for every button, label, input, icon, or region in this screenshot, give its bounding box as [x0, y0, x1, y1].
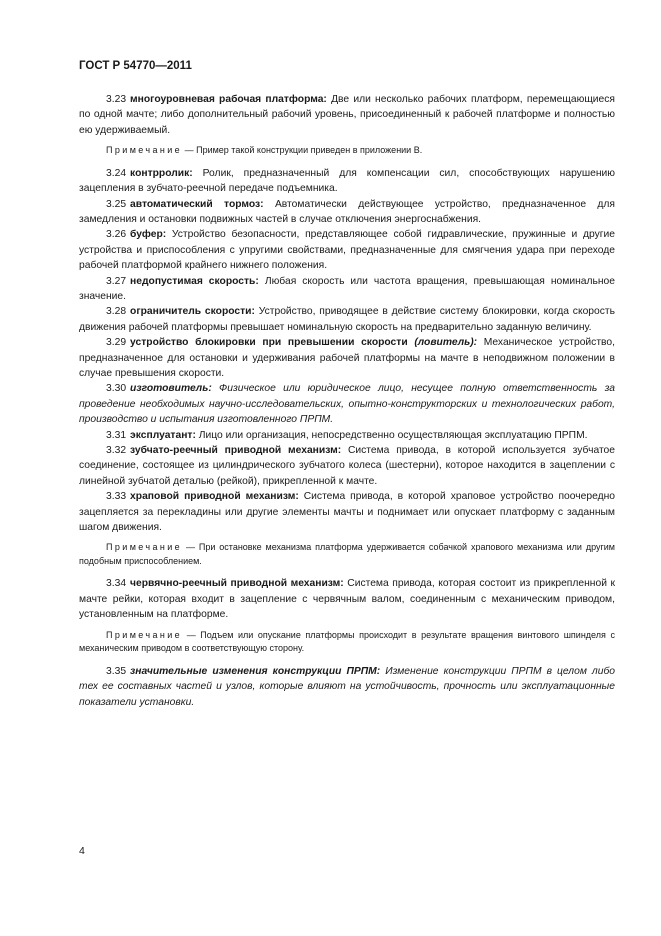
document-header: ГОСТ Р 54770—2011	[79, 60, 192, 72]
term-text: Устройство, приводящее в действие систему блокировки, когда скорость движения рабочей платформы превышает номинальную скорость на предварительно заданную величину.	[79, 306, 615, 333]
term-name: изготовитель:	[130, 383, 212, 395]
page-number: 4	[79, 845, 85, 857]
term-number: 3.25	[106, 198, 127, 210]
note-label: Примечание	[106, 145, 183, 156]
term-text: Механическое устройство, предназначенное для остановки и удерживания рабочей платформы на мачте в неподвижном положении в случае превышения скорости.	[79, 337, 615, 379]
term-number: 3.23	[106, 94, 127, 105]
term-name: автоматический тормоз:	[130, 198, 264, 210]
term-number: 3.34	[106, 578, 127, 590]
term-number: 3.29	[106, 337, 127, 349]
term-definition	[79, 664, 615, 710]
term-number: 3.35	[106, 665, 127, 677]
term-number: 3.32	[106, 445, 127, 457]
note	[79, 541, 615, 568]
term-name: значительные изменения конструкции ПРПМ:	[130, 665, 381, 677]
term-text: Ролик, предназначенный для компенсации сил, способствующих нарушению зацепления в зубчато-реечной передаче подъемника.	[79, 167, 615, 195]
term-text: Система привода, в которой используется зубчатое соединение, состоящее из цилиндрического зубчатого колеса (шестерни), которое находится в зацеплении с линейной зубчатой деталью (рейкой), прикрепленной к мачте.	[79, 445, 615, 487]
term-name: эксплуатант:	[130, 429, 196, 441]
term-text: Система привода, которая состоит из прикрепленной к мачте рейки, которая входит в зацепление с червячным валом, соединенным с механическим приводом, установленным на платформе.	[79, 578, 615, 621]
term-name-extra: (ловитель):	[414, 337, 478, 349]
term-definition	[79, 274, 615, 305]
term-text: Автоматически действующее устройство, предназначенное для замедления и остановки подвижных частей в случае отключения энергоснабжения.	[79, 198, 615, 225]
term-name: недопустимая скорость:	[130, 275, 259, 287]
note	[79, 629, 615, 656]
term-name: буфер:	[130, 229, 167, 241]
term-name: устройство блокировки при превышении скорости	[130, 337, 408, 349]
term-name: контрролик:	[130, 167, 193, 179]
term-definition	[79, 166, 615, 197]
note-label: Примечание	[106, 629, 183, 640]
term-definition	[79, 227, 615, 273]
term-text: Лицо или организация, непосредственно осуществляющая эксплуатацию ПРПМ.	[198, 429, 588, 441]
term-definition	[79, 197, 615, 228]
term-text: Любая скорость или частота вращения, превышающая номинальное значение.	[79, 275, 615, 302]
note-label: Примечание	[106, 542, 183, 553]
term-text: Система привода, в которой храповое устройство поочередно зацепляется за перекладины или другие элементы мачты и поднимает или опускает платформу с заданным шагом движения.	[79, 491, 615, 534]
document-body	[79, 92, 615, 710]
term-number: 3.30	[106, 383, 127, 395]
term-definition	[79, 576, 615, 622]
term-text: Физическое или юридическое лицо, несущее полную ответственность за проведение необходимых научно-исследовательских, опытно-конструкторских и технологических работ, производство и испытания изготовленного ПРПМ.	[79, 383, 615, 426]
term-number: 3.26	[106, 229, 127, 241]
term-text: Две или несколько рабочих платформ, перемещающиеся по одной мачте; либо дополнительный рабочий уровень, присоединенный к рабочей платформе и полностью ею удерживаемый.	[79, 94, 615, 136]
term-definition	[79, 443, 615, 489]
term-definition	[79, 92, 615, 138]
term-number: 3.31	[106, 429, 127, 441]
term-name: многоуровневая рабочая платформа:	[130, 94, 327, 105]
term-definition	[79, 335, 615, 381]
term-name: ограничитель скорости:	[130, 306, 255, 318]
term-name: зубчато-реечный приводной механизм:	[130, 445, 342, 457]
term-number: 3.24	[106, 167, 127, 179]
term-number: 3.28	[106, 306, 127, 318]
term-name: червячно-реечный приводной механизм:	[130, 578, 344, 590]
term-definition	[79, 304, 615, 335]
term-text: Устройство безопасности, представляющее собой гидравлические, пружинные и другие устройства и приспособления с упругими свойствами, предназначенные для смягчения удара при переходе рабочей платформой крайнего нижнего положения.	[79, 229, 615, 272]
term-text: Изменение конструкции ПРПМ в целом либо тех ее составных частей и узлов, которые влияют на устойчивость, прочность или эксплуатационные показатели установки.	[79, 665, 615, 708]
term-name: храповой приводной механизм:	[130, 491, 299, 503]
note-text: — Подъем или опускание платформы происходит в результате вращения винтового шпинделя с механическим приводом в соответствующую сторону.	[79, 629, 615, 654]
term-number: 3.33	[106, 491, 127, 503]
term-definition	[79, 428, 615, 443]
term-definition	[79, 489, 615, 535]
term-number: 3.27	[106, 275, 127, 287]
note-text: — Пример такой конструкции приведен в приложении В.	[184, 145, 423, 156]
note-text: — При остановке механизма платформа удерживается собачкой храпового механизма или другим подобным приспособлением.	[79, 542, 615, 566]
note	[79, 144, 615, 158]
term-definition	[79, 381, 615, 427]
